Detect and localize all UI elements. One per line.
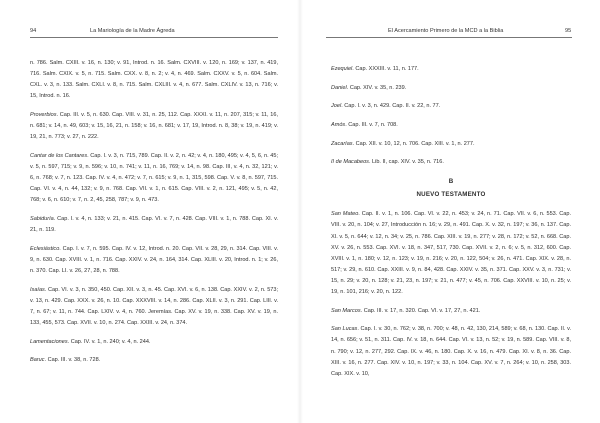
right-header-rule xyxy=(326,37,572,38)
right-index-body xyxy=(331,64,571,387)
right-running-title: El Acercamiento Primero de la MCD a la Biblia xyxy=(388,28,504,34)
index-entry: San Mateo. Cap. II. v. 1, n. 106. Cap. VI. v. 22, n. 453; v. 24, n. 71. Cap. VII. v. 6, n. 553. Cap. VIII. v. 20, n. 104; v. 27, Introducción n. 16; v. 29, n. 491. Cap. X. v. 32, n. 197; v. 36, n. 137. Cap. XI. v. 5, n. 644; v. 12, n. 34; v. 25, n. 786. Cap. XIII. v. 19, n. 277; v. 28, n. 172; v. 52, n. 668. Cap. XV. v. 26, n. 553. Cap. XVI. v. 18, n. 347, 517, 730. Cap. XVII. v. 2, n. 6; v. 5, n. 312, 600. Cap. XVIII. v. 1, n. 180; v. 12, n. 123; v. 19, n. 216; v. 20, n. 122, 504; v. 26, n. 471. Cap. XIX. v. 28, n. 517; v. 29, n. 610. Cap. XXIII. v. 9, n. 84, 428. Cap. XXIV. v. 35, n. 371. Cap. XXV. v. 3, n. 731; v. 15, n. 29; v. 20, n. 128; v. 21, 23, n. 197; v. 21, n. 477; v. 45, n. 706. Cap. XXVIII. v. 10, n. 25; v. 19, n. 101, 216; v. 20, n. 122. xyxy=(331,211,571,295)
index-entry: Amós. Cap. III. v. 7, n. 708. xyxy=(331,122,398,129)
index-entry: Zacarías. Cap. XII. v. 10, 12, n. 706. Cap. XIII. v. 1, n. 277. xyxy=(331,140,475,147)
index-entry: Lamentaciones. Cap. IV. v. 1, n. 240; v. 4, n. 244. xyxy=(30,338,151,345)
index-entry: San Marcos. Cap. III. v. 17, n. 320. Cap. VI. v. 17, 27, n. 421. xyxy=(331,307,481,314)
section-title: NUEVO TESTAMENTO xyxy=(416,191,486,199)
index-entry: Proverbios. Cap. III. v. 5, n. 630. Cap. VIII. v. 31, n. 25, 112. Cap. XXXI. v. 11, n. 207, 315; v. 11, 16, n. 681; v. 14, n. 49, 603; v. 15, 16, 21, n. 158; v. 16, n. 681; v. 17, 19, Introd. n. 8, 38; v. 19, n. 419; v. 19, 21, n. 773; v. 27, n. 222. xyxy=(30,111,278,141)
right-page xyxy=(300,0,600,423)
index-entry: n. 786. Salm. CXIII. v. 16, n. 130; v. 91, Introd. n. 16. Salm. CXVIII. v. 120, n. 169; v. 137, n. 419, 716. Salm. CXIX. v. 5, n. 715. Salm. CXX. v. 8, n. 2; v. 4, n. 469. Salm. CXXV. v. 5, n. 604. Salm. CXL. v. 3, n. 133. Salm. CXLI. v. 8, n. 715. Salm. CXLIII. v. 4, n. 677. Salm. CXLIV. v. 13, n. 716; v. 15, Introd. n. 16. xyxy=(30,60,278,100)
index-entry: Joel. Cap. I. v. 3, n. 429. Cap. II. v. 22, n. 77. xyxy=(331,103,441,110)
left-header-rule xyxy=(30,37,278,38)
index-entry: Ezequiel. Cap. XXXIII. v. 11, n. 177. xyxy=(331,66,419,72)
index-entry: San Lucas. Cap. I. v. 30, n. 762; v. 38, n. 700; v. 48, n. 42, 130, 214, 589; v. 68, n. 130. Cap. II. v. 14, n. 656; v. 51, n. 311. Cap. IV. v. 18, n. 644. Cap. VI. v. 13, n. 52; v. 19, n. 589. Cap. VIII. v. 8, n. 790; v. 12, n. 277, 292. Cap. IX. v. 46, n. 180. Cap. X. v. 16, n. 479. Cap. XI. v. 8, n. 36. Cap. XIII. v. 16, n. 277. Cap. XIV. v. 10, n. 197; v. 33, n. 104. Cap. XV. v. 7, n. 264; v. 10, n. 258, 303. Cap. XIX. v. 10, xyxy=(331,326,571,377)
left-page-number: 94 xyxy=(30,28,37,34)
index-entry: Sabiduría. Cap. I. v. 4, n. 133; v. 21, n. 415. Cap. VI. v. 7, n. 428. Cap. VIII. v. 1, n. 788. Cap. XI. v. 21, n. 119. xyxy=(30,215,278,233)
index-entry: Eclesiástico. Cap. I. v. 7, n. 595. Cap. IV. v. 12, Introd. n. 20. Cap. VII. v. 28, 29, n. 314. Cap. VIII. v. 9, n. 630. Cap. XVIII. v. 1, n. 716. Cap. XXIV. v. 24, n. 164, 314. Cap. XLIII. v. 20, Introd. n. 1; v. 26, n. 370. Cap. LI. v. 26, 27, 28, n. 788. xyxy=(30,245,278,274)
right-page-number: 95 xyxy=(565,28,572,34)
left-index-body xyxy=(30,58,278,374)
index-entry: Cantar de los Cantares. Cap. I. v. 3, n. 715, 789. Cap. II. v. 2, n. 42; v. 4, n. 180, 495; v. 4, 5, 6, n. 45; v. 5, n. 597, 715; v. 9, n. 596; v. 10, n. 741; v. 11, n. 16, 769; v. 14, n. 98. Cap. III, v. 4, n. 32, 121; v. 6, n. 768; v. 7, n. 123. Cap. IV. v. 4, n. 472; v. 7, n. 615; v. 9, n. 1, 315, 598. Cap. V. v. 8, n. 597, 715. Cap. VI. v. 4, n. 44, 132; v. 9, n. 768. Cap. VII. v. 1, n. 615. Cap. VIII. v. 2, n. 121, 495; v. 5, n. 42, 768; v. 6, n. 610; v. 7, n. 2, 45, 258, 787; v. 9, n. 473. xyxy=(30,152,278,204)
section-letter: B xyxy=(448,178,454,186)
index-entry: Isaías. Cap. VI. v. 3, n. 350, 450. Cap. XII. v. 3, n. 45. Cap. XVI. v. 6, n. 138. Cap. XXIV. v. 2, n. 573; v. 13, n. 429. Cap. XXX. v. 26, n. 10. Cap. XXXVIII. v. 14, n. 286. Cap. XLII. v. 3, n. 291. Cap. LIII. v. 7, n. 67; v. 11, n. 744. Cap. LXIV. v. 4, n. 760. Jeremías. Cap. XV. v. 19, n. 338. Cap. XV. v. 19, n. 133, 455, 573. Cap. XVII. v. 10, n. 274. Cap. XXIII. v. 24, n. 374. xyxy=(30,286,278,326)
left-running-title: La Mariología de la Madre Ágreda xyxy=(90,28,175,34)
index-entry: Daniel. Cap. XIV. v. 35, n. 239. xyxy=(331,84,407,91)
index-entry: Baruc. Cap. III. v. 38, n. 728. xyxy=(30,357,101,364)
index-entry: II de Macabeos. Lib. II, cap. XIV. v. 35, n. 716. xyxy=(331,159,444,166)
